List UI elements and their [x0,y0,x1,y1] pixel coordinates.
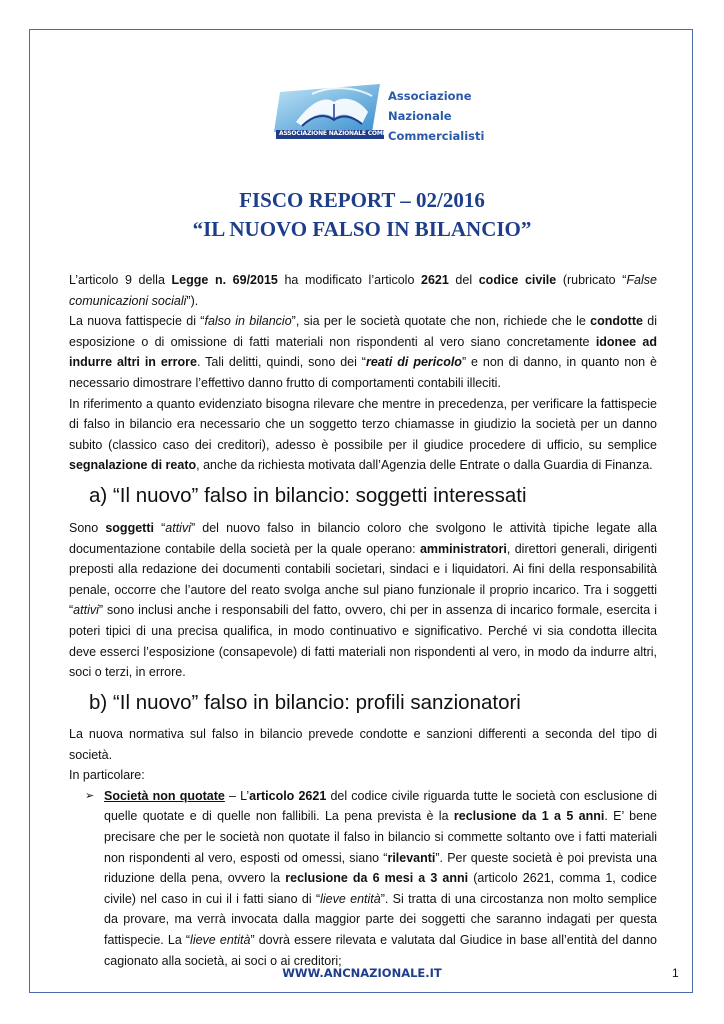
section-b-paragraph-2: In particolare: [69,768,145,783]
section-b-heading: b) “Il nuovo” falso in bilancio: profili sanzionatori [89,691,521,714]
footer-website-link[interactable]: WWW.ANCNAZIONALE.IT [282,966,442,980]
intro-paragraph-2: La nuova fattispecie di “falso in bilancio”, sia per le società quotate che non, richiede che le condotte di esposizione o di omissione di fatti materiali non rispondenti al vero siano concretamente idonee ad indurre altri in errore. Tali delitti, quindi, sono dei “reati di pericolo” e non di danno, in quanto non è necessario dimostrare l’effettivo danno frutto di comportamenti contabili illeciti. [69,314,658,390]
intro-section [69,270,657,476]
intro-paragraph-1: L’articolo 9 della Legge n. 69/2015 ha modificato l’articolo 2621 del codice civile (rubricato “False comunicazioni sociali”). [69,273,657,308]
section-a-paragraph: Sono soggetti “attivi” del nuovo falso in bilancio coloro che svolgono le attività tipiche legate alla documentazione contabile della società per la quale operano: amministratori, direttori generali, dirigenti preposti alla redazione dei documenti contabili societari, sindaci e i liquidatori. Ai fini della responsabilità penale, occorre che l’autore del reato svolga anche sul piano funzionale il proprio incarico. Tra i soggetti “attivi” sono inclusi anche i responsabili del fatto, ovvero, chi per in assenza di incarico formale, esercita i poteri tipici di una precisa qualifica, in modo continuativo e significativo. Perché vi sia condotta illecita deve esserci l’esposizione (consapevole) di fatti materiali non rispondenti al vero, in modo da indurre altri, soci o terzi, in errore. [69,521,658,680]
arrow-bullet-icon: ➢ [85,789,95,802]
intro-paragraph-3: In riferimento a quanto evidenziato bisogna rilevare che mentre in precedenza, per verificare la fattispecie di falso in bilancio era necessario che un soggetto terzo chiamasse in giudizio la società per un danno subito (classico caso dei creditori), adesso è possibile per il giudice procedere di ufficio, su semplice segnalazione di reato, anche da richiesta motivata dall’Agenzia delle Entrate o dalla Guardia di Finanza. [69,396,657,473]
sanction-list [69,786,657,971]
logo-wordmark [388,86,484,146]
section-b [69,693,657,714]
logo-line-1: Associazione [388,89,472,103]
report-subtitle: “IL NUOVO FALSO IN BILANCIO” [192,217,532,241]
list-item: ➢ Società non quotate – L’articolo 2621 del codice civile riguarda tutte le società con esclusione di quelle quotate e di quelle non fallibili. La pena prevista è la reclusione da 1 a 5 anni. E’ bene precisare che per le società non quotate il falso in bilancio si commette soltanto ove i fatti materiali non rispondenti al vero, esposti od omessi, siano “rilevanti”. Per queste società è poi prevista una riduzione della pena, ovvero la reclusione da 6 mesi a 3 anni (articolo 2621, comma 1, codice civile) nel caso in cui il i fatti siano di “lieve entità”. Si tratta di una circostanza non molto semplice da provare, ma verrà invocata dalla maggior parte dei soggetti che saranno indagati per questa fattispecie. La “lieve entità” dovrà essere rilevata e valutata dal Giudice in base all’entità del danno cagionato alla società, ai soci o ai creditori; [69,786,657,971]
section-b-body [69,724,657,971]
report-title: FISCO REPORT – 02/2016 [239,188,485,212]
page-number: 1 [672,966,679,980]
section-b-paragraph-1: La nuova normativa sul falso in bilancio prevede condotte e sanzioni differenti a seconda del tipo di società. [69,727,657,762]
logo-line-2: Nazionale [388,109,452,123]
logo-banner-text: ASSOCIAZIONE NAZIONALE COMMERCIALISTI [279,130,424,137]
section-a-body [69,518,657,683]
logo-line-3: Commercialisti [388,129,485,143]
section-a-heading: a) “Il nuovo” falso in bilancio: soggetti interessati [89,484,527,507]
section-a [69,486,657,507]
